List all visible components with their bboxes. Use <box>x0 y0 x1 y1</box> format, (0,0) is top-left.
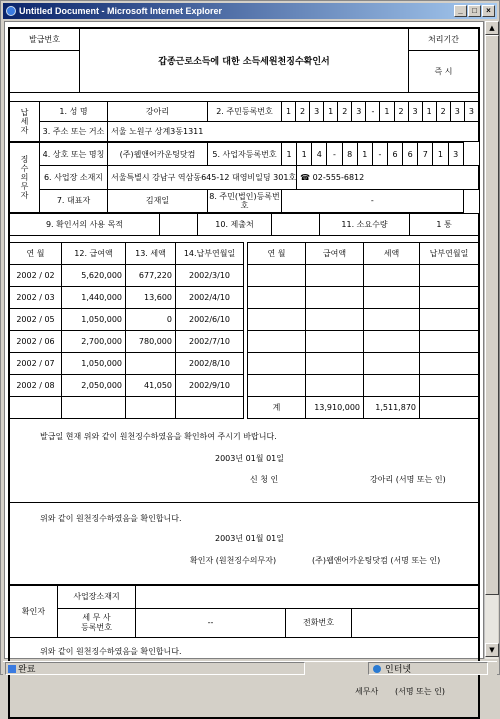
company-label: 4. 상호 또는 명칭 <box>40 143 108 166</box>
phone-value-blank <box>352 608 479 637</box>
rrn-digit: 3 <box>450 102 464 122</box>
globe-icon <box>373 665 381 673</box>
header-table <box>9 28 479 93</box>
row-pay: 1,050,000 <box>62 309 126 331</box>
company-value: (주)웹앤어카운팅닷컴 <box>108 143 208 166</box>
row-ym: 2002 / 08 <box>10 375 62 397</box>
page-done-icon <box>8 665 16 673</box>
row-tax: 41,050 <box>126 375 176 397</box>
applicant-value: 강아리 (서명 또는 인) <box>370 475 446 484</box>
row-pay: 2,700,000 <box>62 331 126 353</box>
total-tax: 1,511,870 <box>364 397 420 419</box>
period-value: 즉 시 <box>409 51 479 93</box>
phone-value: 02-555-6812 <box>312 172 365 182</box>
table-row <box>10 375 479 397</box>
row-paid: 2002/4/10 <box>176 287 244 309</box>
status-done-label: 완료 <box>18 664 36 674</box>
location-label: 6. 사업장 소재지 <box>40 166 108 189</box>
row-pay: 1,440,000 <box>62 287 126 309</box>
table-row <box>10 331 479 353</box>
page-title: 갑종근로소득에 대한 소득세원천징수확인서 <box>80 29 409 93</box>
col-header: 급여액 <box>306 243 364 265</box>
col-header: 12. 급여액 <box>62 243 126 265</box>
request-section <box>9 419 479 503</box>
confirmer-section-label: 확인자 <box>10 586 58 638</box>
minimize-button[interactable]: _ <box>454 5 467 17</box>
rrn-label: 2. 주민등록번호 <box>208 102 282 122</box>
corp-rrn-value: - <box>282 189 464 212</box>
signer-label: 세무사 <box>355 687 379 696</box>
table-row <box>10 309 479 331</box>
bizno-digit: 1 <box>357 143 372 166</box>
final-confirm-text: 위와 같이 원천징수하였음을 확인합니다. <box>40 647 182 656</box>
row-paid: 2002/8/10 <box>176 353 244 375</box>
bizno-digit: 1 <box>433 143 448 166</box>
confirmer-table <box>9 585 479 638</box>
corp-rrn-label: 8. 주민(법인)등록번호 <box>208 189 282 212</box>
confirmer-label: 확인자 (원천징수의무자) <box>190 556 277 565</box>
confirm-section <box>9 503 479 585</box>
rrn-digit: 1 <box>282 102 296 122</box>
tax-acct-label <box>58 608 136 637</box>
security-zone <box>368 662 488 675</box>
confirm-text: 위와 같이 원천징수하였음을 확인합니다. <box>40 514 182 523</box>
rrn-digit: 1 <box>380 102 394 122</box>
withholding-certificate <box>8 27 480 719</box>
scroll-thumb[interactable] <box>485 35 499 595</box>
row-paid: 2002/3/10 <box>176 265 244 287</box>
total-pay: 13,910,000 <box>306 397 364 419</box>
table-row <box>10 265 479 287</box>
rep-value: 김재일 <box>108 189 208 212</box>
table-row <box>10 287 479 309</box>
total-row <box>10 397 479 419</box>
address-label: 3. 주소 또는 거소 <box>40 122 108 142</box>
rrn-digit: 2 <box>394 102 408 122</box>
vertical-scrollbar[interactable] <box>484 21 498 659</box>
rep-label: 7. 대표자 <box>40 189 108 212</box>
bizno-digit: 1 <box>297 143 312 166</box>
rrn-digit: 3 <box>352 102 366 122</box>
final-confirm-section <box>9 638 479 718</box>
period-label: 처리기간 <box>409 29 479 51</box>
row-ym: 2002 / 07 <box>10 353 62 375</box>
row-paid: 2002/7/10 <box>176 331 244 353</box>
row-paid: 2002/6/10 <box>176 309 244 331</box>
rrn-digit: 3 <box>310 102 324 122</box>
zone-label: 인터넷 <box>385 664 412 674</box>
row-tax <box>126 353 176 375</box>
address-value: 서울 노원구 상계3동1311 <box>108 122 479 142</box>
bizno-digit: - <box>372 143 387 166</box>
purpose-value <box>160 214 198 236</box>
scroll-up-arrow-icon[interactable]: ▲ <box>485 21 499 35</box>
phone-cell <box>297 166 479 189</box>
confirmer-value: (주)웹앤어카운팅닷컴 (서명 또는 인) <box>312 556 441 565</box>
signer-value: (서명 또는 인) <box>395 687 445 696</box>
withholder-table <box>9 142 479 213</box>
row-pay: 2,050,000 <box>62 375 126 397</box>
submit-value <box>272 214 320 236</box>
bizno-digit: 6 <box>387 143 402 166</box>
bizno-digit: - <box>327 143 342 166</box>
rrn-digit: 2 <box>296 102 310 122</box>
tax-acct-label-line2: 등록번호 <box>81 622 112 632</box>
qty-value: 1 통 <box>410 214 479 236</box>
row-tax: 13,600 <box>126 287 176 309</box>
window-title: Untitled Document - Microsoft Internet Explorer <box>19 6 223 16</box>
purpose-label: 9. 확인서의 사용 목적 <box>10 214 160 236</box>
tax-acct-label-line1: 세 무 사 <box>82 612 111 622</box>
col-header: 13. 세액 <box>126 243 176 265</box>
name-label: 1. 성 명 <box>40 102 108 122</box>
biz-addr-value <box>136 586 479 609</box>
bizno-digit: 8 <box>342 143 357 166</box>
col-header: 납부연월일 <box>420 243 479 265</box>
rrn-digit: - <box>366 102 380 122</box>
row-tax: 780,000 <box>126 331 176 353</box>
rrn-digit: 2 <box>436 102 450 122</box>
total-label: 계 <box>248 397 306 419</box>
internet-explorer-icon <box>6 6 16 16</box>
bizno-digit: 6 <box>403 143 418 166</box>
submit-label: 10. 제출처 <box>198 214 272 236</box>
row-ym: 2002 / 06 <box>10 331 62 353</box>
purpose-table <box>9 213 479 236</box>
row-pay: 1,050,000 <box>62 353 126 375</box>
bizno-label: 5. 사업자등록번호 <box>208 143 282 166</box>
rrn-digit: 1 <box>422 102 436 122</box>
location-value: 서울특별시 강남구 역삼동645-12 대영비일딩 301호 <box>108 166 297 189</box>
bizno-digit: 3 <box>448 143 463 166</box>
rrn-digit: 3 <box>464 102 478 122</box>
maximize-button[interactable]: □ <box>468 5 481 17</box>
taxpayer-section-label: 납세자 <box>10 102 40 142</box>
close-button[interactable]: × <box>482 5 495 17</box>
tax-acct-value: -- <box>136 608 286 637</box>
col-header: 14.납부연월일 <box>176 243 244 265</box>
title-bar[interactable] <box>3 3 497 19</box>
table-row <box>10 353 479 375</box>
row-paid: 2002/9/10 <box>176 375 244 397</box>
status-text <box>5 662 305 675</box>
phone-label: 전화번호 <box>286 608 352 637</box>
bizno-digit: 1 <box>282 143 297 166</box>
name-value: 강아리 <box>108 102 208 122</box>
issue-no-label: 발급번호 <box>10 29 80 51</box>
row-tax: 677,220 <box>126 265 176 287</box>
row-ym: 2002 / 05 <box>10 309 62 331</box>
bizno-digit: 7 <box>418 143 433 166</box>
withholder-section-label: 징수의무자 <box>10 143 40 213</box>
request-date: 2003년 01월 01일 <box>215 454 284 463</box>
income-table <box>9 242 479 419</box>
scroll-down-arrow-icon[interactable]: ▼ <box>485 643 499 657</box>
phone-icon: ☎ <box>300 172 311 182</box>
bizno-digit: 4 <box>312 143 327 166</box>
applicant-label: 신 청 인 <box>250 475 279 484</box>
biz-addr-label: 사업장소재지 <box>58 586 136 609</box>
row-pay: 5,620,000 <box>62 265 126 287</box>
row-ym: 2002 / 02 <box>10 265 62 287</box>
qty-label: 11. 소요수량 <box>320 214 410 236</box>
request-text: 발급일 현재 위와 같이 원천징수하였음을 확인하여 주시기 바랍니다. <box>40 432 277 441</box>
row-ym: 2002 / 03 <box>10 287 62 309</box>
rrn-digit: 3 <box>408 102 422 122</box>
row-tax: 0 <box>126 309 176 331</box>
confirm-date: 2003년 01월 01일 <box>215 534 284 543</box>
rrn-digit: 2 <box>338 102 352 122</box>
col-header: 세액 <box>364 243 420 265</box>
parties-table <box>9 101 479 142</box>
issue-no-value <box>10 51 80 93</box>
rrn-digit: 1 <box>324 102 338 122</box>
col-header: 연 월 <box>248 243 306 265</box>
col-header: 연 월 <box>10 243 62 265</box>
status-bar <box>3 661 497 675</box>
